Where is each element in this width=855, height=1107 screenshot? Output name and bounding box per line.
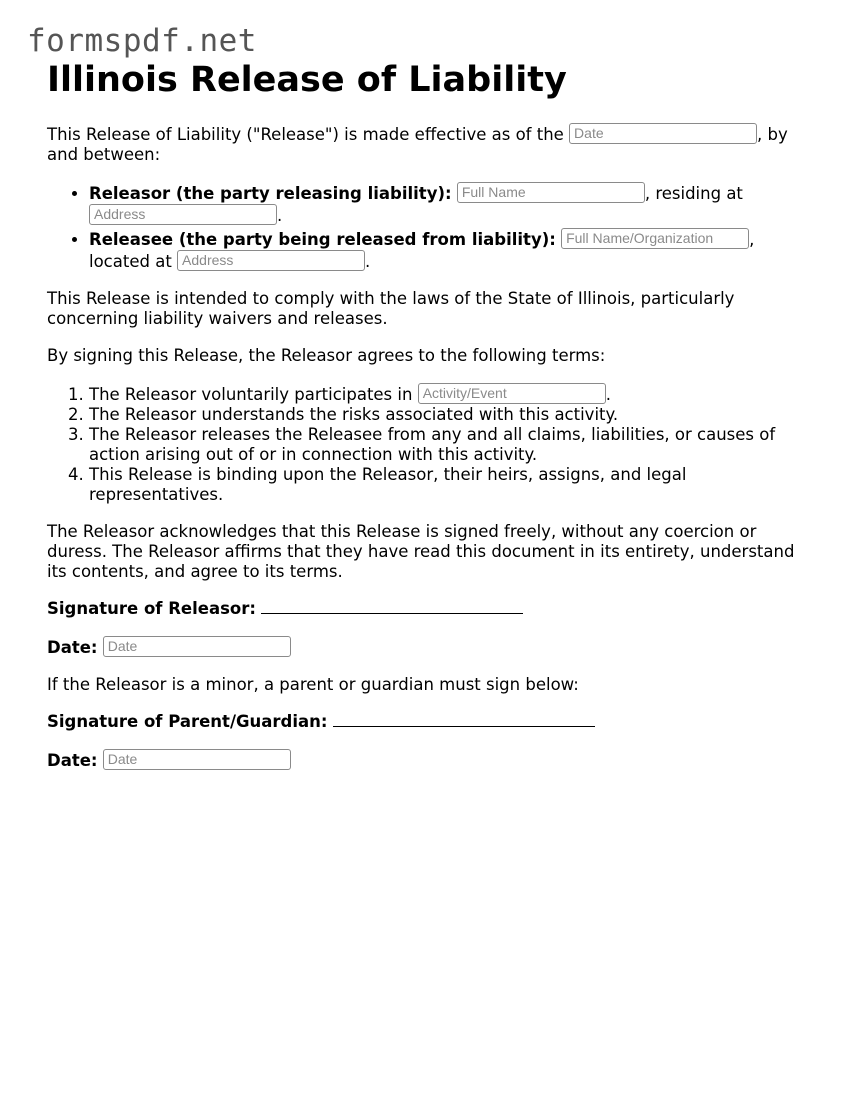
term-2: 2. The Releasor understands the risks associated with this activity.	[89, 405, 812, 425]
releasee-label: Releasee (the party being released from liability):	[89, 230, 556, 249]
releasor-connector: , residing at	[644, 184, 743, 203]
parties-list	[47, 182, 812, 272]
guardian-signature-row	[47, 712, 812, 732]
intro-text-before: This Release of Liability ("Release") is made effective as of the	[47, 125, 570, 144]
releasor-label: Releasor (the party releasing liability):	[89, 184, 452, 203]
term-1-after: .	[605, 385, 611, 404]
terms-list	[47, 383, 812, 505]
releasor-name-field[interactable]: Full Name	[457, 182, 645, 203]
guardian-date-row	[47, 749, 812, 771]
party-releasee	[89, 228, 812, 272]
acknowledgement-paragraph: The Releasor acknowledges that this Release is signed freely, without any coercion or duress. The Releasor affirms that they have read this document in its entirety, understand its contents, and agree to its terms.	[47, 522, 795, 581]
document-body	[47, 123, 812, 788]
terms-intro: By signing this Release, the Releasor agrees to the following terms:	[47, 346, 606, 365]
term-1	[89, 383, 812, 405]
effective-date-field[interactable]: Date	[569, 123, 757, 144]
releasor-address-field[interactable]: Address	[89, 204, 277, 225]
term-3: 3. The Releasor releases the Releasee from any and all claims, liabilities, or causes of action arising out of or in connection with this activity.	[89, 425, 812, 465]
releasee-end: .	[365, 252, 371, 271]
guardian-date-field[interactable]: Date	[103, 749, 291, 770]
guardian-signature-line[interactable]	[333, 712, 595, 727]
term-4: 4. This Release is binding upon the Releasor, their heirs, assigns, and legal representatives.	[89, 465, 812, 505]
guardian-signature-label: Signature of Parent/Guardian:	[47, 712, 328, 731]
releasee-name-field[interactable]: Full Name/Organization	[561, 228, 749, 249]
site-watermark: formspdf.net	[27, 23, 257, 59]
guardian-date-label: Date:	[47, 751, 98, 770]
releasor-signature-row	[47, 599, 812, 619]
releasor-date-row	[47, 636, 812, 658]
party-releasor	[89, 182, 812, 226]
releasor-signature-line[interactable]	[261, 599, 523, 614]
minor-note: If the Releasor is a minor, a parent or guardian must sign below:	[47, 675, 579, 694]
releasor-end: .	[277, 206, 283, 225]
intro-text-after: , by and between:	[47, 125, 788, 164]
intro-paragraph	[47, 123, 812, 165]
page-title: Illinois Release of Liability	[47, 60, 567, 100]
compliance-paragraph: This Release is intended to comply with the laws of the State of Illinois, particularly concerning liability waivers and releases.	[47, 289, 735, 328]
releasee-connector: , located at	[89, 230, 755, 271]
releasor-date-label: Date:	[47, 638, 98, 657]
releasor-date-field[interactable]: Date	[103, 636, 291, 657]
releasor-signature-label: Signature of Releasor:	[47, 599, 256, 618]
term-1-before: The Releasor voluntarily participates in	[89, 385, 418, 404]
activity-event-field[interactable]: Activity/Event	[418, 383, 606, 404]
releasee-address-field[interactable]: Address	[177, 250, 365, 271]
